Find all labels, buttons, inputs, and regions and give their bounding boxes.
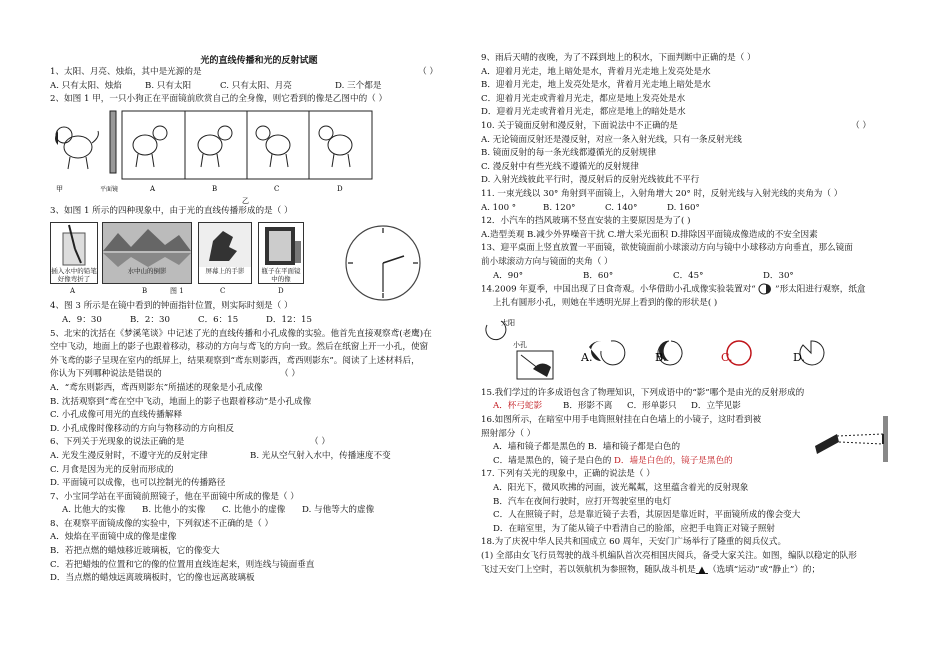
page-title: 光的直线传播和光的反射试题 (200, 56, 318, 66)
svg-text:小孔: 小孔 (513, 340, 527, 349)
q6-options-ab: A. 光发生漫反射时，不遵守光的反射定律 B. 光从空气射入水中，传播速度不变 (50, 450, 391, 461)
question-7: 7、小宝同学站在平面镜前照镜子，他在平面镜中所成的像是（ ） (50, 491, 299, 502)
label-mirror: 平面镜 (100, 185, 119, 193)
question-16: 16.如图所示，在暗室中用手电筒照射挂在白色墙上的小镜子，这时看到被 照射部分（ ） A．墙和镜子都是黑色的 B．墙和镜子都是白色的 C．墙是黑色的，镜子是白色的 D．墙是白色的，镜子是黑色的 (481, 414, 901, 468)
question-17: 17. 下列有关光的现象中，正确的说法是（ ） (481, 469, 655, 480)
question-11: 11. 一束光线以 30° 角射到平面镜上，入射角增大 20° 时，反射光线与入射光线的夹角为（ ） (481, 188, 843, 199)
label-a: A (150, 184, 156, 193)
pencil-glass-photo: 插入水中的铅笔好像弯折了 (50, 222, 98, 284)
q14-figure (481, 311, 901, 387)
hand-shadow-photo: 屏幕上的手影 (198, 222, 252, 284)
label-yi: 乙 (242, 196, 249, 205)
label-b: B (212, 184, 218, 193)
question-4: 4、图 3 所示是在镜中看到的钟面指针位置，则实际时刻是（ ） (50, 301, 293, 312)
question-15: 15.我们学过的许多成语包含了物理知识，下列成语中的“影”哪个是由光的反射形成的 (481, 387, 805, 398)
bottle-mirror-photo: 瓶子在平面镜中的像 (258, 222, 304, 284)
question-12: 12．小汽车的挡风玻璃不竖直安装的主要原因是为了( ) (481, 216, 691, 227)
svg-text:D.: D. (793, 350, 805, 364)
left-column: 1、太阳、月亮、烛焰，其中是光源的是 （ ） A. 只有太阳、烛焰 B. 只有太阳 C. 只有太阳、月亮 D. 三个都是 2、如图 1 甲，一只小狗正在平面镜前欣赏自己的全身像，则它看到的像是乙图中的（ ） 甲 平面镜 A B C D 乙 3、如图 1 所示的四种现象中，由于光的直线传播形成的是（ ） 插入水中的铅笔好像弯折了 水中山的倒影 屏幕上的手影 瓶子在平面镜中的像 A B 图 1 C D 4、图 3 所示是在镜中看到的钟面指针位置，则实际时刻是（ ） A．9：30 B．2：30 C．6：15 D．12：15 5、北宋的沈括在《梦溪笔谈》中记述了光的直线传播和小孔成像的实验。他首先直接观察鸢(老鹰)在 空中飞动，地面上的影子也跟着移动，移动的方向与鸢飞的方向一致。然后在纸窗上开一小孔，使窗 外飞鸢的影子呈现在室内的纸屏上，结果观察到“鸢东则影西，鸢西则影东”。阅读了上述材料后， 你认为下列哪种说法是错误的 （ ） A．“鸢东则影西，鸢西则影东”所描述的现象是小孔成像 B. 沈括观察到“鸢在空中飞动，地面上的影子也跟着移动”是小孔成像 C. 小孔成像可用光的直线传播解释 D. 小孔成像时像移动的方向与物移动的方向相反 6、下列关于光现象的说法正确的是 （ ） A. 光发生漫反射时，不遵守光的反射定律 B. 光从空气射入水中，传播速度不变 C. 月食是因为光的反射而形成的 D. 平面镜可以成像，也可以控制光的传播路径 7、小宝同学站在平面镜前照镜子，他在平面镜中所成的像是（ ） A. 比他大的实像 B. 比他小的实像 C. 比他小的虚像 D. 与他等大的虚像 8、在观察平面镜成像的实验中，下列叙述不正确的是（ ） A．烛焰在平面镜中成的像是虚像 B．若把点燃的蜡烛移近玻璃板，它的像变大 C．若把蜡烛的位置和它的像的位置用直线连起来，则连线与镜面垂直 D．当点燃的蜡烛远离玻璃板时，它的像也远离玻璃板 (50, 52, 468, 586)
q3-figure: 插入水中的铅笔好像弯折了 水中山的倒影 屏幕上的手影 瓶子在平面镜中的像 A B 图 1 C D (50, 222, 468, 300)
q4-options: A．9：30 B．2：30 C．6：15 D．12：15 (62, 314, 312, 325)
question-13: 13、迎平桌面上竖直放置一平面镜，欲使镜面前小球滚动方向与镜中小球移动方向垂直，那么镜面 (481, 243, 853, 254)
svg-text:C.: C. (721, 350, 733, 364)
label-jia: 甲 (56, 184, 63, 193)
q7-options: A. 比他大的实像 B. 比他小的实像 C. 比他小的虚像 D. 与他等大的虚像 (62, 505, 375, 516)
clock-icon (340, 220, 426, 306)
question-1: 1、太阳、月亮、烛焰，其中是光源的是 （ ） (50, 67, 438, 77)
question-18: 18.为了庆祝中华人民共和国成立 60 周年，天安门广场举行了隆重的阅兵仪式。 (481, 537, 787, 548)
question-8: 8、在观察平面镜成像的实验中，下列叙述不正确的是（ ） (50, 518, 274, 529)
label-d: D (337, 184, 343, 193)
crescent-sun-icon (758, 283, 772, 295)
label-c: C (274, 184, 280, 193)
svg-text:A.: A. (581, 350, 593, 364)
question-3: 3、如图 1 所示的四种现象中，由于光的直线传播形成的是（ ） (50, 205, 293, 216)
question-5: 5、北宋的沈括在《梦溪笔谈》中记述了光的直线传播和小孔成像的实验。他首先直接观察鸢(老鹰)在 空中飞动，地面上的影子也跟着移动，移动的方向与鸢飞的方向一致。然后在纸窗上开一小孔，使窗 外飞鸢的影子呈现在室内的纸屏上，结果观察到“鸢东则影西，鸢西则影东”。阅读了上述材料后， 你认为下列哪种说法是错误的 （ ） A．“鸢东则影西，鸢西则影东”所描述的现象是小孔成像 B. 沈括观察到“鸢在空中飞动，地面上的影子也跟着移动”是小孔成像 C. 小孔成像可用光的直线传播解释 D. 小孔成像时像移动的方向与物移动的方向相反 (50, 328, 432, 434)
right-column: 9、雨后天晴的夜晚，为了不踩到地上的积水，下面判断中正确的是（ ） A．迎着月光走，地上暗处是水，背着月光走地上发亮处是水 B．迎着月光走，地上发亮处是水，背着月光走地上暗处是水 C．迎着月光走或背着月光走，都应是地上发亮处是水 D．迎着月光走或背着月光走，都应是地上的暗处是水 10. 关于镜面反射和漫反射，下面说法中不正确的是 （ ） A. 无论镜面反射还是漫反射，对应一条入射光线，只有一条反射光线 B. 镜面反射的每一条光线都遵循光的反射规律 C. 漫反射中有些光线不遵循光的反射规律 D. 入射光线彼此平行时，漫反射后的反射光线彼此不平行 11. 一束光线以 30° 角射到平面镜上，入射角增大 20° 时，反射光线与入射光线的夹角为（ ） A. 100 ° B. 120° C. 140° D. 160° 12．小汽车的挡风玻璃不竖直安装的主要原因是为了( ) A.造型美观 B.减少外界噪音干扰 C.增大采光面积 D.排除因平面镜成像造成的不安全因素 13、迎平桌面上竖直放置一平面镜，欲使镜面前小球滚动方向与镜中小球移动方向垂直，那么镜面 前小球滚动方向与镜面的夹角（ ） A．90° B．60° C．45° D．30° 14.2009 年夏季，中国出现了日食奇观。小华借助小孔成像实验装置对“ ”形太阳进行观察，纸盒 上扎有圆形小孔，则她在半透明光屏上看到的像的形状是( ) 太阳 小孔 A. B. C. D. 15.我们学过的许多成语包含了物理知识，下列成语中的“影”哪个是由光的反射形成的 A．杯弓蛇影 B．形影不离 C．形单影只 D．立竿见影 16.如图所示，在暗室中用手电筒照射挂在白色墙上的小镜子，这时看到被 照射部分（ ） A．墙和镜子都是黑色的 B．墙和镜子都是白色的 C．墙是黑色的，镜子是白色的 D．墙是白色的，镜子是黑色的 17. 下列有关光的现象中，正确的说法是（ ） A．阳光下，微风吹拂的河面，波光粼粼，这里蕴含着光的反射现象 B．汽车在夜间行驶时，应打开驾驶室里的电灯 C．人在照镜子时，总是靠近镜子去看，其原因是靠近时，平面镜所成的像会变大 D．在暗室里，为了能从镜子中看清自己的脸部，应把手电筒正对镜子照射 18.为了庆祝中华人民共和国成立 60 周年，天安门广场举行了隆重的阅兵仪式。 (1) 全部由女飞行员驾驶的战斗机编队首次亮相国庆阅兵，备受大家关注。如图，编队以稳定的队形 飞过天安门上空时，若以领航机为参照物，随队战斗机是 ▲ （选填“运动”或“静止”）的； (481, 52, 901, 577)
mountain-reflection-photo: 水中山的倒影 (102, 222, 192, 284)
q2-figure (50, 107, 468, 205)
flashlight-mirror-diagram (803, 414, 893, 464)
question-10: 10. 关于镜面反射和漫反射，下面说法中不正确的是 （ ） (481, 120, 871, 131)
question-2: 2、如图 1 甲，一只小狗正在平面镜前欣赏自己的全身像，则它看到的像是乙图中的（ ） (50, 94, 388, 105)
answer-blank[interactable]: ▲ (698, 564, 706, 575)
q11-options: A. 100 ° B. 120° C. 140° D. 160° (481, 202, 700, 213)
dog-icon (55, 127, 98, 169)
svg-text:太阳: 太阳 (501, 318, 515, 327)
q15-options: A．杯弓蛇影 B．形影不离 C．形单影只 D．立竿见影 (493, 401, 741, 412)
question-6: 6、下列关于光现象的说法正确的是 （ ） (50, 437, 330, 448)
question-14: 14.2009 年夏季，中国出现了日食奇观。小华借助小孔成像实验装置对“ ”形太阳进行观察，纸盒 (481, 284, 866, 295)
svg-text:B.: B. (655, 350, 667, 364)
question-9: 9、雨后天晴的夜晚，为了不踩到地上的积水，下面判断中正确的是（ ） (481, 53, 756, 63)
q1-options: A. 只有太阳、烛焰 B. 只有太阳 C. 只有太阳、月亮 D. 三个都是 (50, 80, 382, 91)
q13-options: A．90° B．60° C．45° D．30° (493, 270, 794, 281)
